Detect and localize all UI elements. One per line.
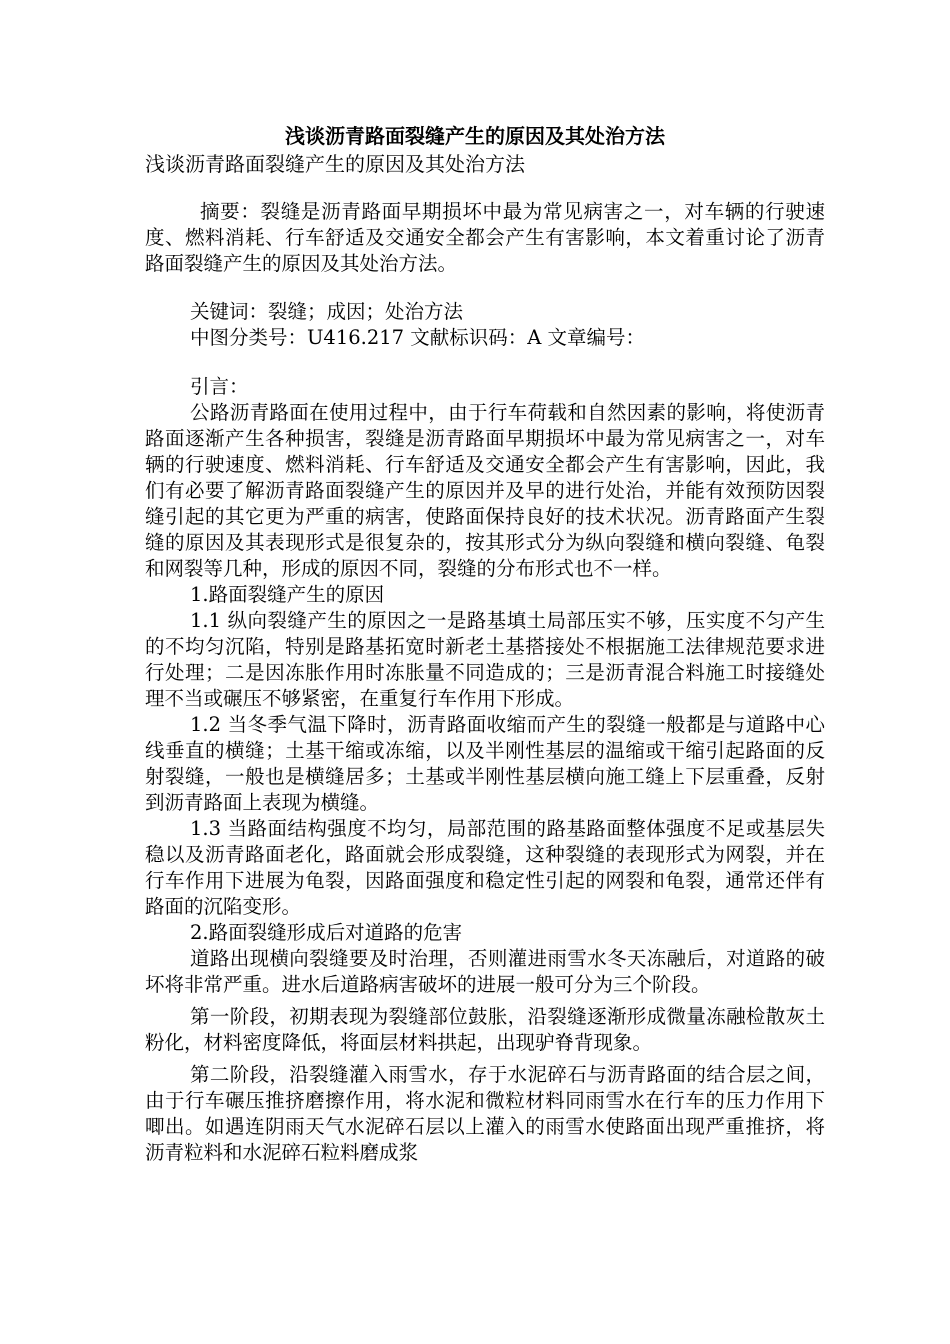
paragraph-intro: 公路沥青路面在使用过程中，由于行车荷载和自然因素的影响，将使沥青路面逐渐产生各种损害，裂缝是沥青路面早期损坏中最为常见病害之一，对车辆的行驶速度、燃料消耗、行车舒适及交通安全都会产生有害影响，因此，我们有必要了解沥青路面裂缝产生的原因并及早的进行处治，并能有效预防因裂缝引起的其它更为严重的病害，使路面保持良好的技术状况。沥青路面产生裂缝的原因及其表现形式是很复杂的，按其形式分为纵向裂缝和横向裂缝、龟裂和网裂等几种，形成的原因不同，裂缝的分布形式也不一样。: [145, 401, 825, 580]
classification-line: 中图分类号：U416.217 文献标识码：A 文章编号：: [190, 326, 646, 349]
section-heading-1: 1.路面裂缝产生的原因: [190, 583, 385, 606]
paragraph-stage-2: 第二阶段，沿裂缝灌入雨雪水，存于水泥碎石与沥青路面的结合层之间，由于行车碾压推挤磨擦作用，将水泥和微粒材料同雨雪水在行车的压力作用下唧出。如遇连阴雨天气水泥碎石层以上灌入的雨雪水使路面出现严重推挤，将沥青粒料和水泥碎石粒料磨成浆: [145, 1063, 825, 1164]
intro-heading: 引言：: [190, 375, 249, 398]
keywords-line: 关键词：裂缝；成因；处治方法: [190, 300, 464, 323]
abstract-paragraph: 摘要：裂缝是沥青路面早期损坏中最为常见病害之一，对车辆的行驶速度、燃料消耗、行车舒适及交通安全都会产生有害影响，本文着重讨论了沥青路面裂缝产生的原因及其处治方法。: [145, 200, 825, 275]
metadata-block: [190, 299, 830, 351]
body-text: [145, 374, 825, 1166]
paragraph-1-2: 1.2 当冬季气温下降时，沥青路面收缩而产生的裂缝一般都是与道路中心线垂直的横缝；土基干缩或冻缩，以及半刚性基层的温缩或干缩引起路面的反射裂缝，一般也是横缝居多；土基或半刚性基层横向施工缝上下层重叠，反射到沥青路面上表现为横缝。: [145, 713, 825, 814]
document-title: 浅谈沥青路面裂缝产生的原因及其处治方法: [285, 124, 665, 148]
paragraph-1-3: 1.3 当路面结构强度不均匀，局部范围的路基路面整体强度不足或基层失稳以及沥青路面老化，路面就会形成裂缝，这种裂缝的表现形式为网裂，并在行车作用下进展为龟裂，因路面强度和稳定性引起的网裂和龟裂，通常还伴有路面的沉陷变形。: [145, 817, 825, 918]
section-heading-2: 2.路面裂缝形成后对道路的危害: [190, 921, 463, 944]
paragraph-1-1: 1.1 纵向裂缝产生的原因之一是路基填土局部压实不够，压实度不匀产生的不均匀沉陷，特别是路基拓宽时新老土基搭接处不根据施工法律规范要求进行处理；二是因冻胀作用时冻胀量不同造成的；三是沥青混合料施工时接缝处理不当或碾压不够紧密，在重复行车作用下形成。: [145, 609, 825, 710]
document-subtitle: 浅谈沥青路面裂缝产生的原因及其处治方法: [145, 152, 525, 176]
paragraph-stage-1: 第一阶段，初期表现为裂缝部位鼓胀，沿裂缝逐渐形成微量冻融检散灰土粉化，材料密度降低，将面层材料拱起，出现驴脊背现象。: [145, 1005, 825, 1054]
paragraph-2-intro: 道路出现横向裂缝要及时治理，否则灌进雨雪水冬天冻融后，对道路的破坏将非常严重。进水后道路病害破坏的进展一般可分为三个阶段。: [145, 947, 825, 996]
